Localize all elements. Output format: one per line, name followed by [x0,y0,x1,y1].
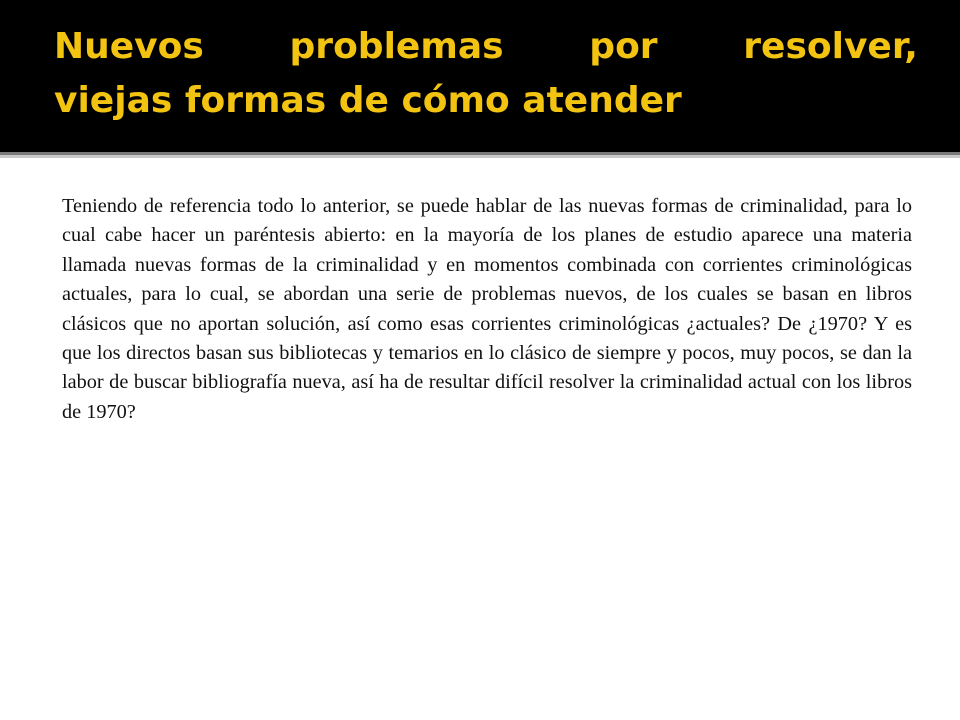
slide-title-line-1: Nuevos problemas por resolver, [54,26,918,67]
slide-title-line-2: viejas formas de cómo atender [54,80,682,121]
title-band [0,0,960,152]
slide-title [54,20,918,128]
body-paragraph: Teniendo de referencia todo lo anterior, se puede hablar de las nuevas formas de criminalidad, para lo cual cabe hacer un paréntesis abierto: en la mayoría de los planes de estudio aparece una materia llamada nuevas formas de la criminalidad y en momentos combinada con corrientes criminológicas actuales, para lo cual, se abordan una serie de problemas nuevos, de los cuales se basan en libros clásicos que no aportan solución, así como esas corrientes criminológicas ¿actuales? De ¿1970? Y es que los directos basan sus bibliotecas y temarios en lo clásico de siempre y pocos, muy pocos, se dan la labor de buscar bibliografía nueva, así ha de resultar difícil resolver la criminalidad actual con los libros de 1970? [62,195,912,423]
title-divider-shadow [0,155,960,158]
